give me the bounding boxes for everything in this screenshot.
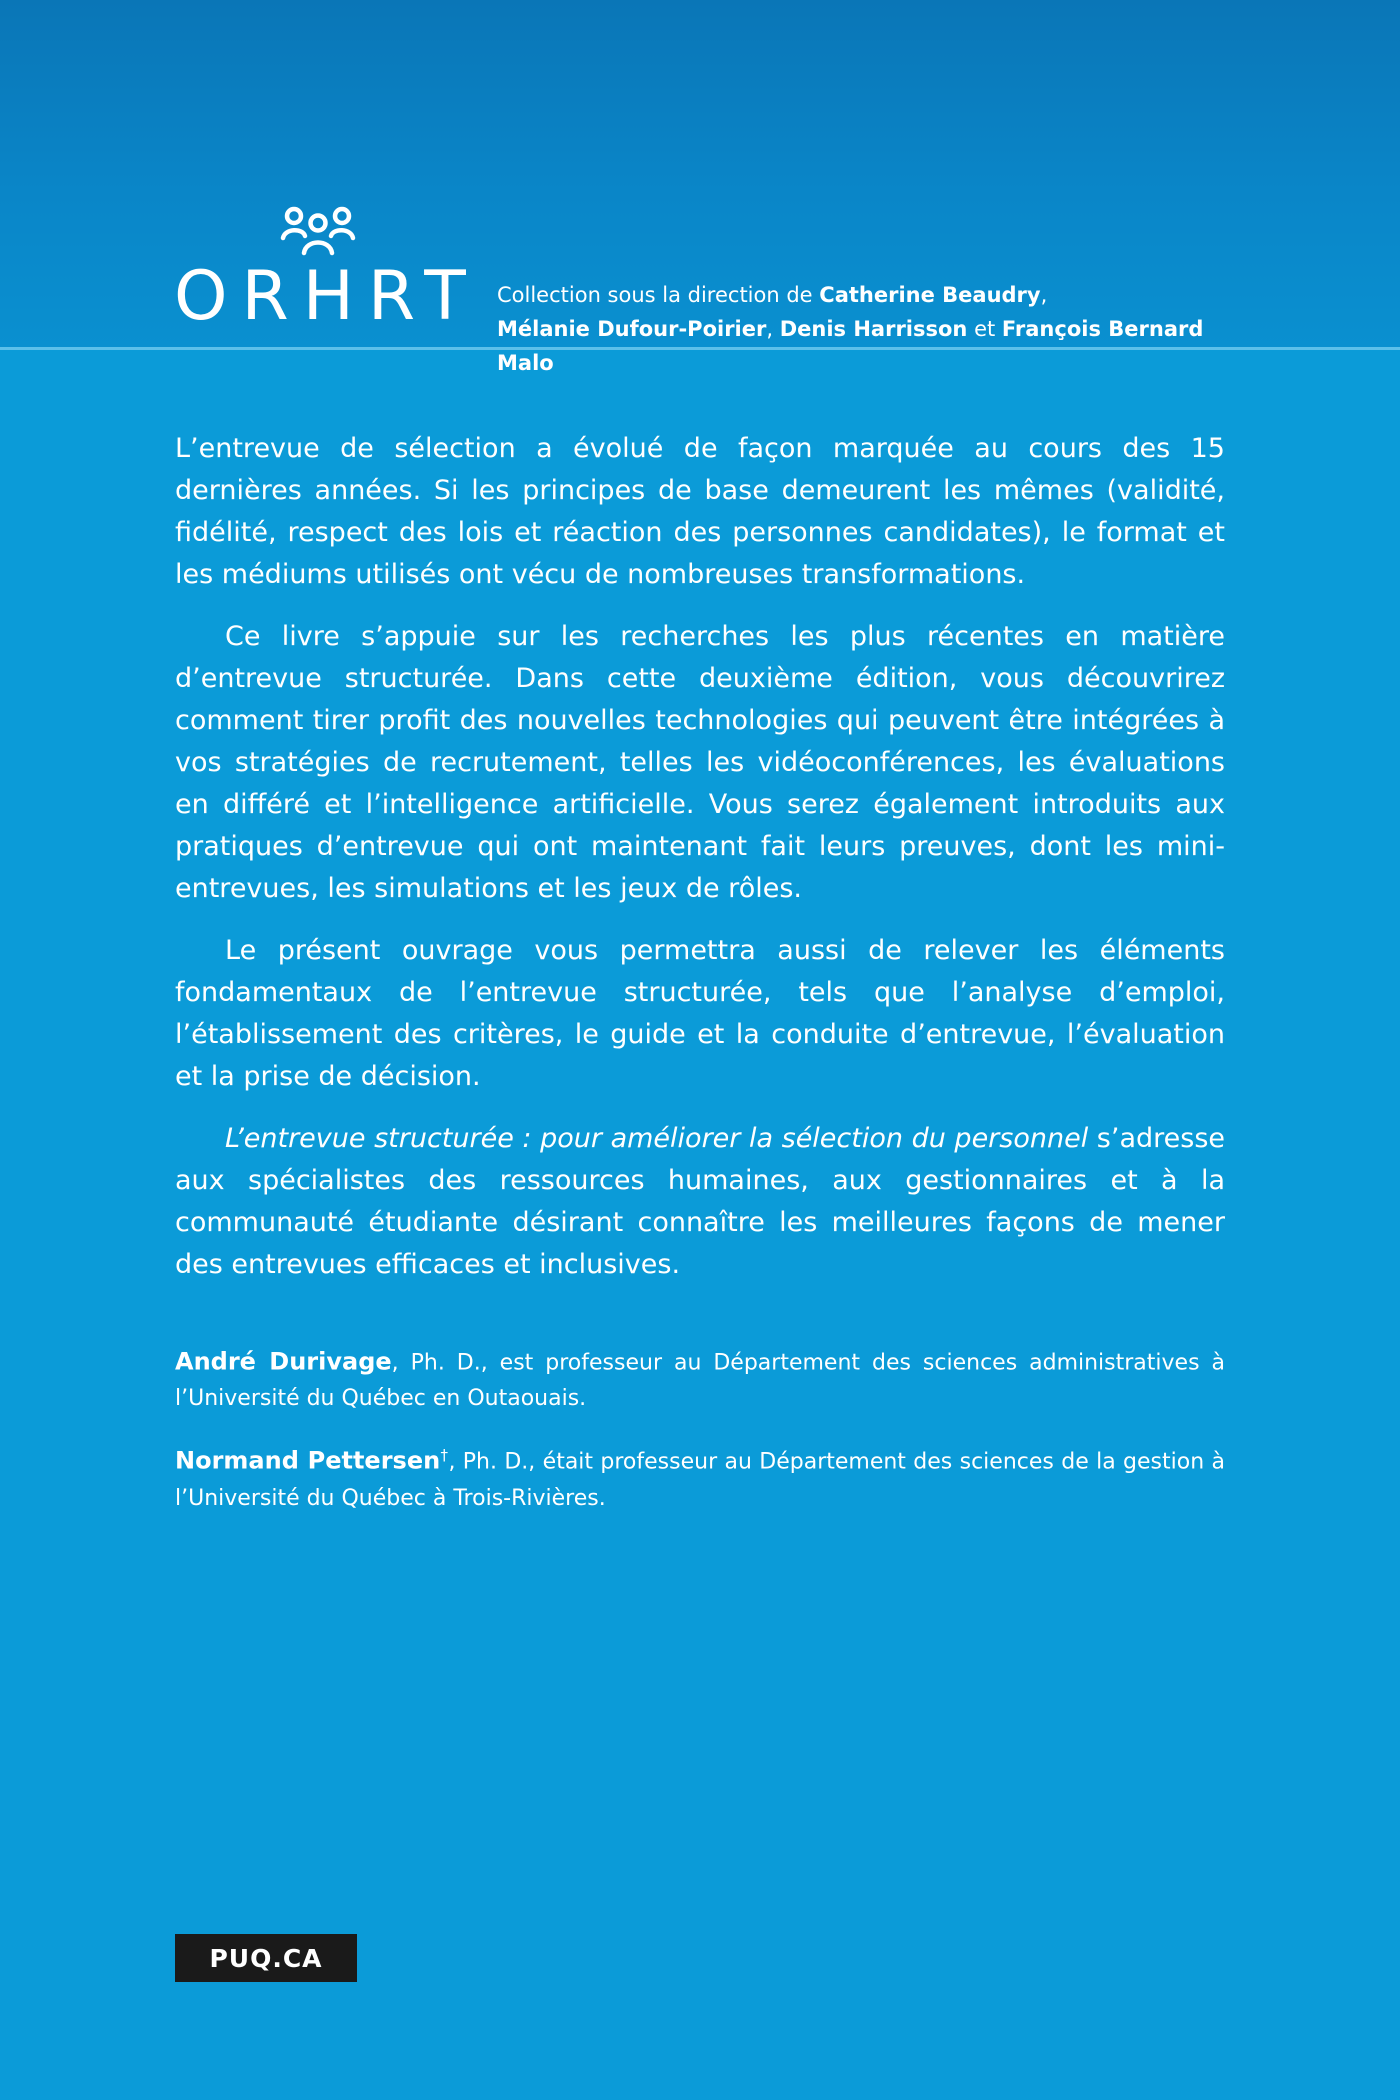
book-title: L’entrevue structurée : pour améliorer la sélection du personnel (225, 1123, 1089, 1154)
collection-credit (497, 278, 1237, 380)
author-description: , Ph. D., était professeur au Département des sciences de la gestion à l’Université du Québec à Trois-Rivières. (175, 1449, 1226, 1511)
editor-name: Catherine Beaudry (819, 283, 1041, 307)
header-band (0, 0, 1400, 375)
separator: , (766, 317, 780, 341)
editor-name: Denis Harrisson (779, 317, 968, 341)
summary-paragraph-4 (175, 1118, 1225, 1286)
collection-prefix: Collection sous la direction de (497, 283, 820, 307)
orhrt-logo (174, 205, 480, 336)
publisher-url-badge[interactable]: PUQ.CA (175, 1934, 357, 1982)
author-description: , Ph. D., est professeur au Département des sciences administratives à l’Université du Québec en Outaouais. (175, 1350, 1225, 1412)
three-people-icon (280, 205, 356, 259)
separator: , (1040, 283, 1048, 307)
summary-paragraph-1: L’entrevue de sélection a évolué de façon marquée au cours des 15 dernières années. Si les principes de base demeurent les mêmes (validité, fidélité, respect des lois et réaction des personnes candidates), le format et les médiums utilisés ont vécu de nombreuses transformations. (175, 433, 1225, 590)
author-bios (175, 1338, 1225, 1537)
summary-paragraph-4-text: s’adresse aux spécialistes des ressources humaines, aux gestionnaires et à la communauté étudiante désirant connaître les meilleures façons de mener des entrevues efficaces et inclusives. (175, 1123, 1225, 1280)
author-mark: † (440, 1446, 449, 1465)
author-bio (175, 1338, 1225, 1417)
summary-paragraph-2: Ce livre s’appuie sur les recherches les plus récentes en matière d’entrevue structurée. Dans cette deuxième édition, vous découvrirez comment tirer profit des nouvelles technologies qui peuvent être intégrées à vos stratégies de recrutement, telles les vidéoconférences, les évaluations en différé et l’intelligence artificielle. Vous serez également introduits aux pratiques d’entrevue qui ont maintenant fait leurs preuves, dont les mini-entrevues, les simulations et les jeux de rôles. (175, 621, 1225, 904)
separator: et (967, 317, 1002, 341)
author-bio (175, 1437, 1225, 1516)
author-name: André Durivage (175, 1347, 392, 1376)
editor-name: Mélanie Dufour-Poirier (497, 317, 767, 341)
summary-paragraph-3: Le présent ouvrage vous permettra aussi de relever les éléments fondamentaux de l’entrevue structurée, tels que l’analyse d’emploi, l’établissement des critères, le guide et la conduite d’entrevue, l’évaluation et la prise de décision. (175, 935, 1225, 1092)
summary-text (175, 428, 1225, 1306)
logo-wordmark: ORHRT (174, 257, 480, 336)
author-name: Normand Pettersen (175, 1446, 441, 1475)
editor-name: François Bernard Malo (497, 317, 1204, 375)
